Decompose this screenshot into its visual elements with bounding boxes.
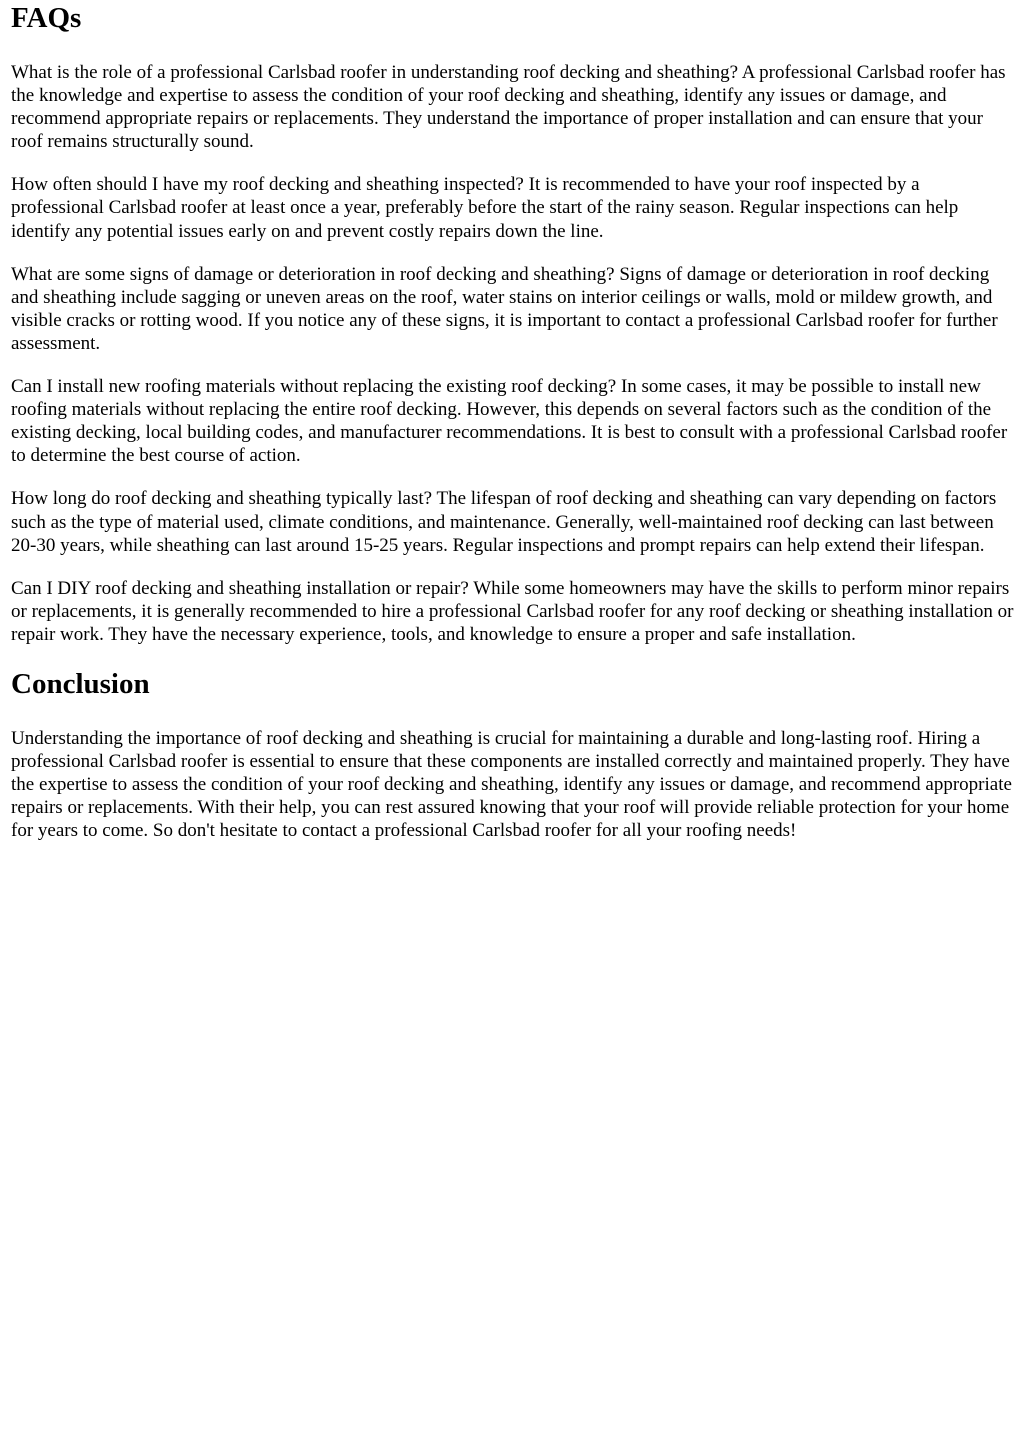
- faq-item: Can I install new roofing materials without replacing the existing roof decking? In some cases, it may be possible to install new roofing materials without replacing the entire roof decking. However, this depends on several factors such as the condition of the existing decking, local building codes, and manufacturer recommendations. It is best to consult with a professional Carlsbad roofer to determine the best course of action.: [11, 376, 1008, 467]
- faq-item: How long do roof decking and sheathing typically last? The lifespan of roof decking and sheathing can vary depending on factors such as the type of material used, climate conditions, and maintenance. Generally, well-maintained roof decking can last between 20-30 years, while sheathing can last around 15-25 years. Regular inspections and prompt repairs can help extend their lifespan.: [11, 488, 997, 556]
- faq-item: What are some signs of damage or deterioration in roof decking and sheathing? Signs of damage or deterioration in roof decking and sheathing include sagging or uneven areas on the roof, water stains on interior ceilings or walls, mold or mildew growth, and visible cracks or rotting wood. If you notice any of these signs, it is important to contact a professional Carlsbad roofer for further assessment.: [11, 263, 998, 354]
- faq-heading: FAQs: [11, 2, 82, 34]
- faq-item: Can I DIY roof decking and sheathing installation or repair? While some homeowners may have the skills to perform minor repairs or replacements, it is generally recommended to hire a professional Carlsbad roofer for any roof decking or sheathing installation or repair work. They have the necessary experience, tools, and knowledge to ensure a proper and safe installation.: [11, 577, 1014, 645]
- faq-item: How often should I have my roof decking and sheathing inspected? It is recommended to have your roof inspected by a professional Carlsbad roofer at least once a year, preferably before the start of the rainy season. Regular inspections can help identify any potential issues early on and prevent costly repairs down the line.: [11, 174, 959, 242]
- conclusion-heading: Conclusion: [11, 667, 150, 700]
- conclusion-section: [11, 667, 1014, 842]
- conclusion-paragraph: Understanding the importance of roof decking and sheathing is crucial for maintaining a durable and long-lasting roof. Hiring a professional Carlsbad roofer is essential to ensure that these components are installed correctly and maintained properly. They have the expertise to assess the condition of your roof decking and sheathing, identify any issues or damage, and recommend appropriate repairs or replacements. With their help, you can rest assured knowing that your roof will provide reliable protection for your home for years to come. So don't hesitate to contact a professional Carlsbad roofer for all your roofing needs!: [11, 727, 1012, 842]
- faq-item: What is the role of a professional Carlsbad roofer in understanding roof decking and sheathing? A professional Carlsbad roofer has the knowledge and expertise to assess the condition of your roof decking and sheathing, identify any issues or damage, and recommend appropriate repairs or replacements. They understand the importance of proper installation and can ensure that your roof remains structurally sound.: [11, 62, 1006, 153]
- faq-section: [11, 0, 1014, 646]
